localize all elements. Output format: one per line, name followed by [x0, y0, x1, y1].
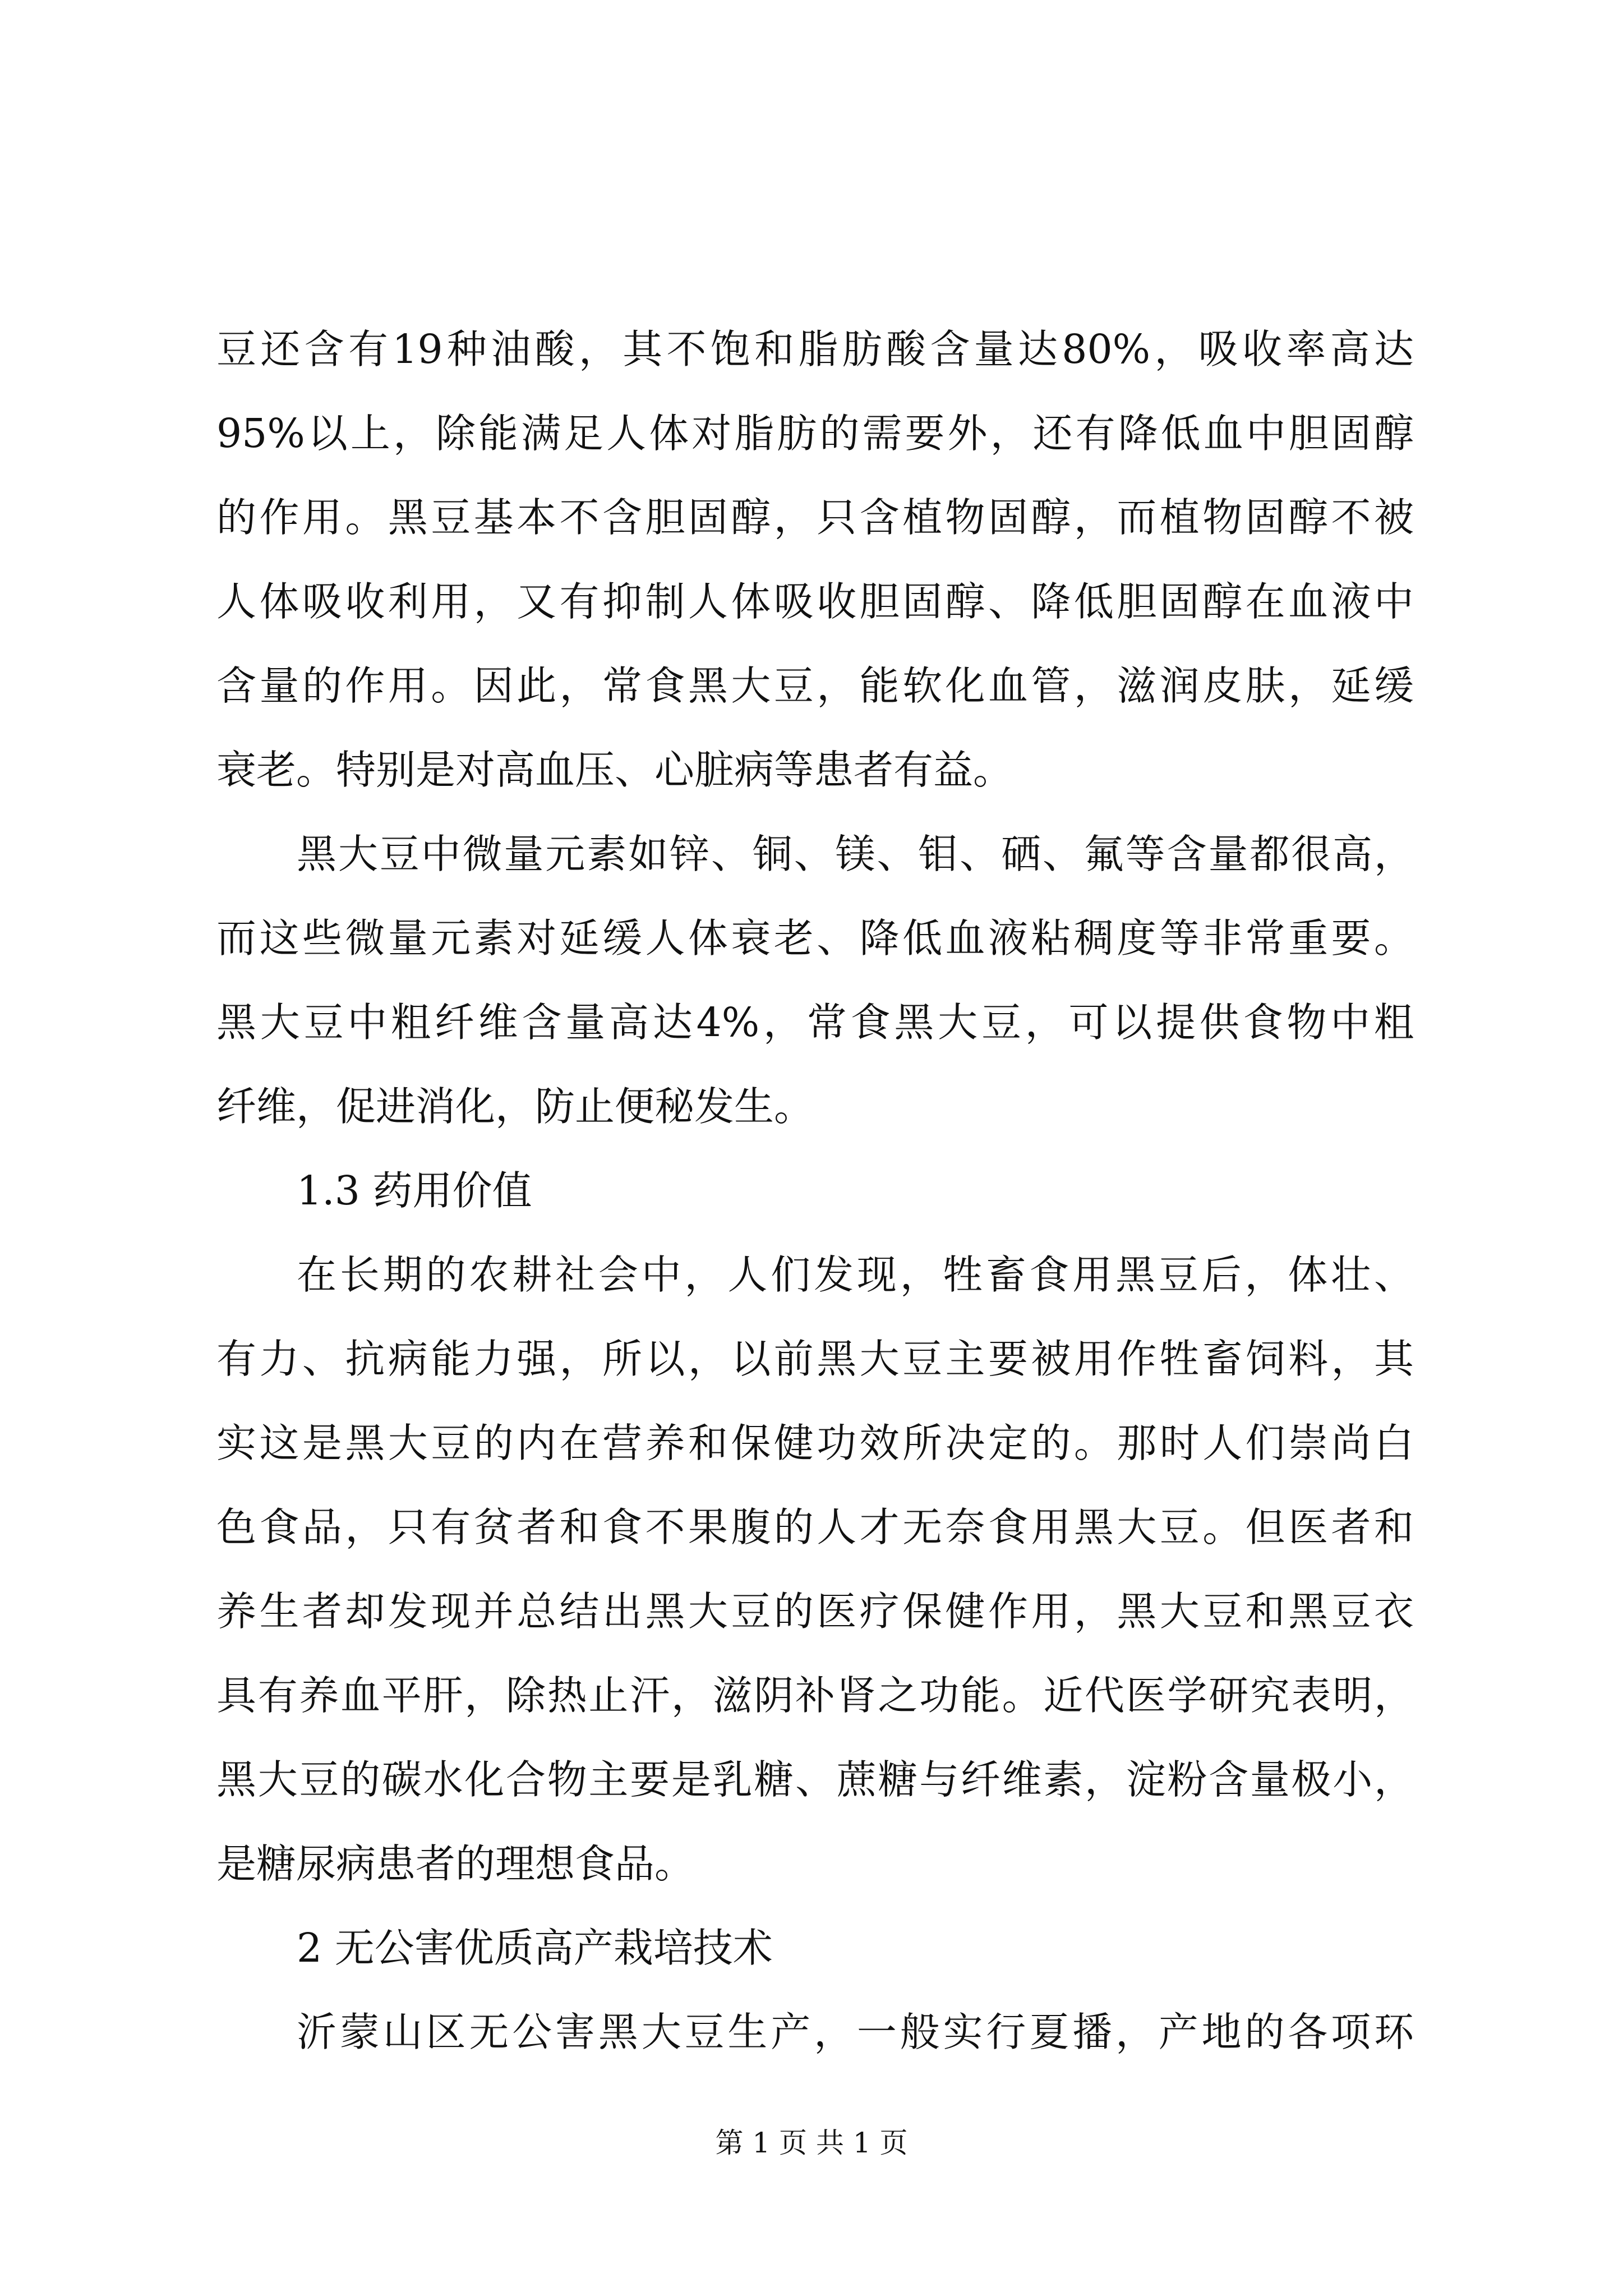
paragraph-3 [216, 1233, 1414, 1906]
text-line: 具有养血平肝，除热止汗，滋阴补肾之功能。近代医学研究表明， [216, 1672, 1414, 1719]
text-line: 黑大豆中微量元素如锌、铜、镁、钼、硒、氟等含量都很高， [297, 831, 1414, 877]
text-line: 的作用。黑豆基本不含胆固醇，只含植物固醇，而植物固醇不被 [216, 494, 1414, 541]
text-line: 黑大豆的碳水化合物主要是乳糖、蔗糖与纤维素，淀粉含量极小， [216, 1756, 1414, 1803]
text-line: 纤维，促进消化，防止便秘发生。 [216, 1083, 814, 1130]
text-line: 有力、抗病能力强，所以，以前黑大豆主要被用作牲畜饲料，其 [216, 1336, 1414, 1382]
text-line: 是糖尿病患者的理想食品。 [216, 1841, 695, 1887]
text-line: 沂蒙山区无公害黑大豆生产，一般实行夏播，产地的各项环 [297, 2009, 1414, 2055]
text-line: 95%以上，除能满足人体对脂肪的需要外，还有降低血中胆固醇 [216, 410, 1414, 457]
text-line: 黑大豆中粗纤维含量高达4%，常食黑大豆，可以提供食物中粗 [216, 999, 1414, 1046]
document-body [216, 307, 1414, 2074]
text-line: 含量的作用。因此，常食黑大豆，能软化血管，滋润皮肤，延缓 [216, 662, 1414, 709]
paragraph-2 [216, 812, 1414, 1149]
text-line: 养生者却发现并总结出黑大豆的医疗保健作用，黑大豆和黑豆衣 [216, 1588, 1414, 1635]
text-line: 衰老。特别是对高血压、心脏病等患者有益。 [216, 747, 1013, 793]
text-line: 实这是黑大豆的内在营养和保健功效所决定的。那时人们崇尚白 [216, 1420, 1414, 1466]
text-line: 人体吸收利用，又有抑制人体吸收胆固醇、降低胆固醇在血液中 [216, 578, 1414, 625]
text-line: 在长期的农耕社会中，人们发现，牲畜食用黑豆后，体壮、 [297, 1251, 1414, 1298]
section-heading: 1.3 药用价值 [297, 1167, 532, 1214]
paragraph-4 [216, 1990, 1414, 2074]
paragraph-1 [216, 307, 1414, 812]
text-line: 而这些微量元素对延缓人体衰老、降低血液粘稠度等非常重要。 [216, 915, 1414, 961]
page-footer: 第 1 页 共 1 页 [715, 2127, 908, 2159]
section-heading: 2 无公害优质高产栽培技术 [297, 1925, 773, 1971]
text-line: 色食品，只有贫者和食不果腹的人才无奈食用黑大豆。但医者和 [216, 1504, 1414, 1550]
text-line: 豆还含有19种油酸，其不饱和脂肪酸含量达80%，吸收率高达 [216, 326, 1414, 372]
